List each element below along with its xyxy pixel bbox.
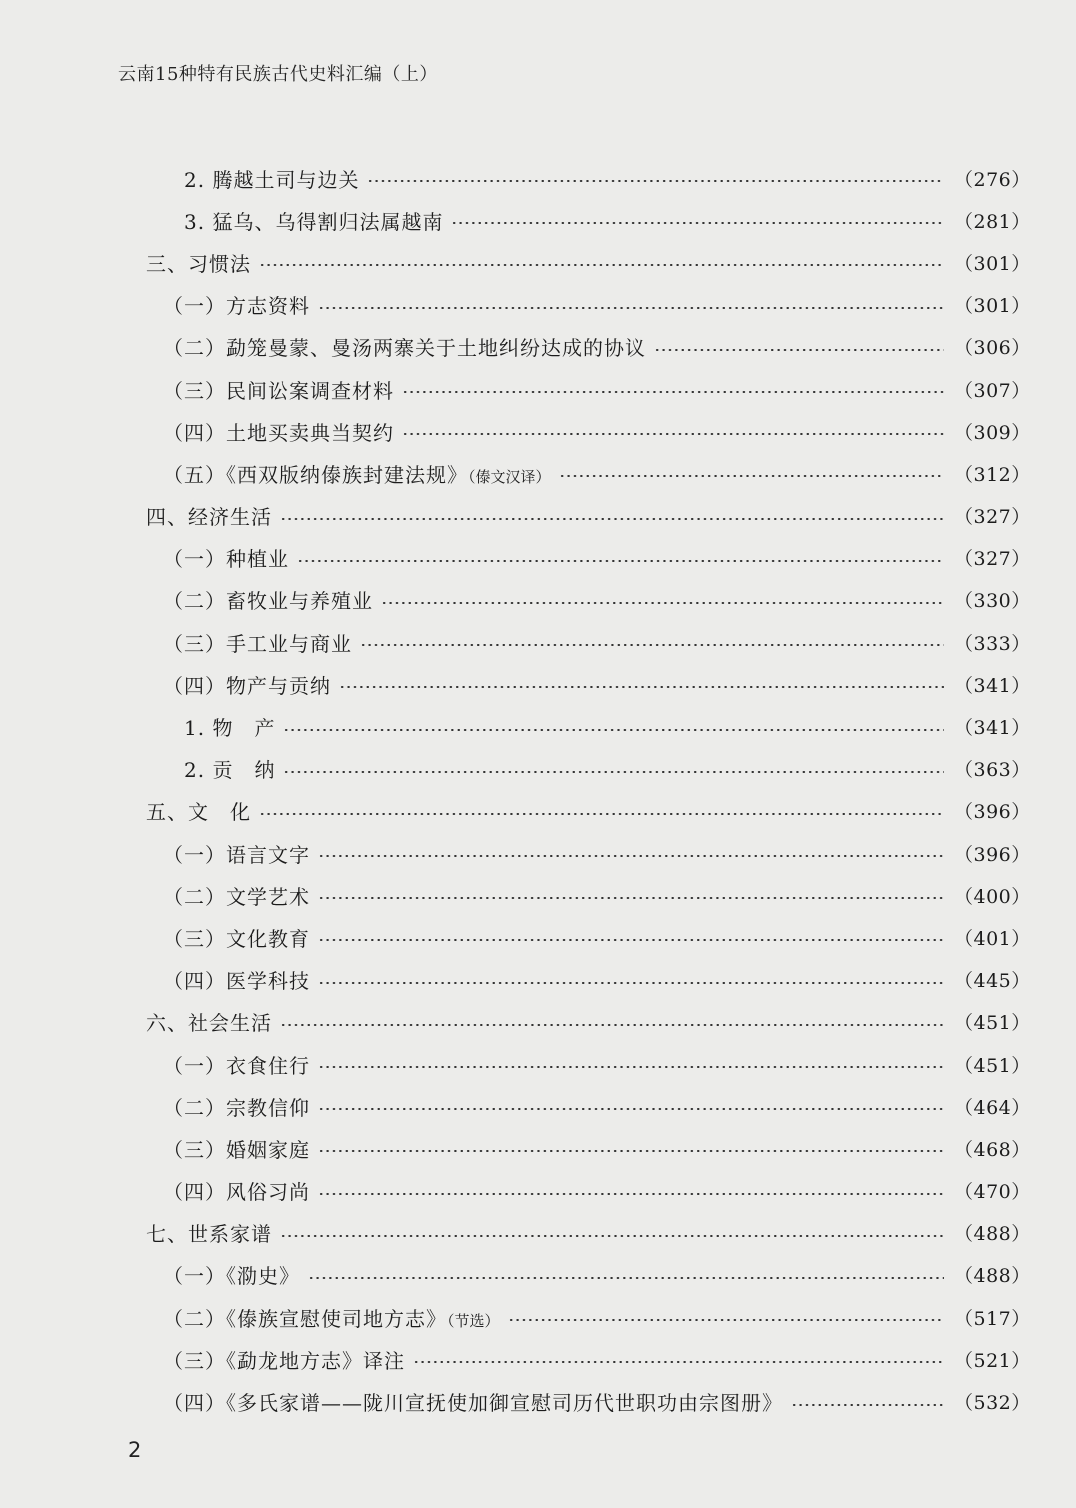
toc-entry — [0, 748, 1076, 790]
toc-entry-title — [163, 881, 318, 910]
toc-entry-title-text: （一）种植业 — [163, 547, 289, 572]
toc-entry-title-text: （一）衣食住行 — [163, 1053, 310, 1078]
toc-entry-page: （470） — [954, 1181, 1031, 1204]
toc-entry-page: （333） — [954, 632, 1031, 655]
toc-entry-title-text: 七、世系家谱 — [146, 1222, 272, 1247]
toc-entry-page: （309） — [954, 421, 1031, 444]
dot-leader — [318, 939, 944, 941]
table-of-contents — [0, 157, 1076, 1423]
toc-entry-page: （468） — [954, 1138, 1031, 1161]
toc-entry-title — [163, 459, 559, 488]
dot-leader — [308, 1277, 944, 1279]
toc-entry-title-text: （二）勐笼曼蒙、曼汤两寨关于土地纠纷达成的协议 — [163, 336, 646, 361]
running-header: 云南15种特有民族古代史料汇编（上） — [118, 64, 438, 85]
toc-entry — [0, 241, 1076, 283]
toc-entry — [0, 1001, 1076, 1043]
dot-leader — [318, 1193, 944, 1195]
toc-entry-title-text: 六、社会生活 — [146, 1011, 272, 1036]
toc-entry-title — [163, 670, 339, 699]
toc-entry-title-text: （四）风俗习尚 — [163, 1180, 310, 1205]
dot-leader — [381, 602, 944, 604]
toc-entry-title — [184, 206, 451, 235]
toc-entry-page: （451） — [954, 1012, 1031, 1035]
toc-entry — [0, 1380, 1076, 1422]
toc-entry-page: （327） — [954, 506, 1031, 529]
toc-entry-title — [163, 375, 402, 404]
toc-entry-title-text: （三）手工业与商业 — [163, 631, 352, 656]
toc-entry-note: （节选） — [447, 1311, 500, 1330]
toc-entry — [0, 579, 1076, 621]
toc-entry-page: （517） — [954, 1307, 1031, 1330]
toc-entry-page: （451） — [954, 1054, 1031, 1077]
toc-entry — [0, 1212, 1076, 1254]
toc-entry-title-text: （一）《泐史》 — [163, 1264, 300, 1289]
toc-entry-title-text: （五）《西双版纳傣族封建法规》 — [163, 462, 468, 487]
dot-leader — [367, 180, 944, 182]
toc-entry-page: （327） — [954, 548, 1031, 571]
toc-entry-title-text: （四）医学科技 — [163, 969, 310, 994]
toc-entry-page: （306） — [954, 337, 1031, 360]
toc-entry — [0, 326, 1076, 368]
toc-entry-title-text: （四）土地买卖典当契约 — [163, 420, 394, 445]
toc-entry — [0, 368, 1076, 410]
toc-entry-title — [163, 585, 381, 614]
toc-entry — [0, 495, 1076, 537]
toc-entry-page: （363） — [954, 759, 1031, 782]
toc-entry-title — [163, 965, 318, 994]
page-number: 2 — [128, 1438, 142, 1462]
toc-entry — [0, 199, 1076, 241]
toc-entry — [0, 1043, 1076, 1085]
dot-leader — [280, 1024, 944, 1026]
toc-entry — [0, 537, 1076, 579]
toc-entry-title-text: 2. 腾越土司与边关 — [184, 167, 360, 192]
toc-entry-title-text: （二）宗教信仰 — [163, 1095, 310, 1120]
toc-entry-title-text: 五、文 化 — [146, 800, 251, 825]
toc-entry-title — [146, 1007, 280, 1036]
toc-entry — [0, 790, 1076, 832]
dot-leader — [318, 1066, 944, 1068]
toc-entry-title-text: （四）物产与贡纳 — [163, 673, 331, 698]
toc-entry-page: （341） — [954, 717, 1031, 740]
toc-entry-title-text: 四、经济生活 — [146, 505, 272, 530]
toc-entry-page: （301） — [954, 252, 1031, 275]
toc-entry-title — [163, 1050, 318, 1079]
dot-leader — [559, 475, 944, 477]
toc-entry — [0, 959, 1076, 1001]
toc-entry-title — [146, 796, 259, 825]
toc-entry — [0, 452, 1076, 494]
toc-entry — [0, 705, 1076, 747]
toc-entry-page: （307） — [954, 379, 1031, 402]
dot-leader — [280, 518, 944, 520]
toc-entry-page: （330） — [954, 590, 1031, 613]
toc-entry-title — [163, 628, 360, 657]
toc-entry-title — [163, 332, 654, 361]
toc-entry-title-text: （二）文学艺术 — [163, 884, 310, 909]
toc-entry — [0, 1085, 1076, 1127]
toc-entry-title-text: 3. 猛乌、乌得割归法属越南 — [184, 209, 444, 234]
toc-entry-title — [163, 1092, 318, 1121]
dot-leader — [283, 771, 944, 773]
toc-entry-title-text: （二）《傣族宣慰使司地方志》 — [163, 1306, 447, 1331]
toc-entry — [0, 663, 1076, 705]
dot-leader — [339, 686, 944, 688]
toc-entry-page: （400） — [954, 885, 1031, 908]
toc-entry-title-text: 1. 物 产 — [184, 716, 276, 741]
toc-entry-title — [163, 839, 318, 868]
toc-entry-title — [184, 164, 367, 193]
toc-entry-title — [163, 1134, 318, 1163]
dot-leader — [402, 391, 944, 393]
toc-entry — [0, 874, 1076, 916]
toc-entry-page: （301） — [954, 295, 1031, 318]
toc-entry — [0, 157, 1076, 199]
toc-entry — [0, 1127, 1076, 1169]
toc-entry-page: （488） — [954, 1223, 1031, 1246]
toc-entry-title — [163, 1303, 508, 1332]
toc-entry-title — [163, 923, 318, 952]
toc-entry-page: （276） — [954, 168, 1031, 191]
toc-entry-title — [163, 1260, 308, 1289]
toc-entry-title — [163, 1387, 791, 1416]
dot-leader — [280, 1235, 944, 1237]
toc-entry-title — [184, 712, 283, 741]
toc-entry-title — [184, 754, 283, 783]
toc-entry-note: （傣文汉译） — [468, 467, 551, 486]
toc-entry-title-text: （三）《勐龙地方志》译注 — [163, 1348, 405, 1373]
toc-entry-page: （281） — [954, 210, 1031, 233]
dot-leader — [451, 222, 944, 224]
dot-leader — [318, 855, 944, 857]
toc-entry-title-text: （一）方志资料 — [163, 294, 310, 319]
toc-entry-title-text: （三）婚姻家庭 — [163, 1137, 310, 1162]
toc-entry-title — [163, 1176, 318, 1205]
dot-leader — [413, 1361, 944, 1363]
toc-entry-title-text: （四）《多氏家谱——陇川宣抚使加御宣慰司历代世职功由宗图册》 — [163, 1391, 783, 1416]
toc-entry-page: （401） — [954, 927, 1031, 950]
toc-entry-title-text: 2. 贡 纳 — [184, 758, 276, 783]
dot-leader — [283, 729, 944, 731]
toc-entry — [0, 1254, 1076, 1296]
toc-entry-page: （464） — [954, 1096, 1031, 1119]
toc-entry — [0, 284, 1076, 326]
toc-entry-title-text: （三）民间讼案调查材料 — [163, 378, 394, 403]
dot-leader — [318, 897, 944, 899]
toc-entry-title-text: （二）畜牧业与养殖业 — [163, 589, 373, 614]
toc-entry — [0, 1296, 1076, 1338]
toc-entry-title — [163, 1345, 413, 1374]
toc-entry-title-text: 三、习惯法 — [146, 251, 251, 276]
dot-leader — [259, 813, 944, 815]
dot-leader — [508, 1319, 944, 1321]
toc-entry — [0, 916, 1076, 958]
dot-leader — [654, 349, 944, 351]
dot-leader — [318, 307, 944, 309]
toc-entry-title — [146, 501, 280, 530]
toc-entry — [0, 1338, 1076, 1380]
toc-entry-page: （532） — [954, 1392, 1031, 1415]
toc-entry-page: （396） — [954, 843, 1031, 866]
dot-leader — [318, 982, 944, 984]
dot-leader — [791, 1404, 944, 1406]
dot-leader — [318, 1108, 944, 1110]
dot-leader — [318, 1150, 944, 1152]
toc-entry-page: （341） — [954, 674, 1031, 697]
toc-entry — [0, 832, 1076, 874]
toc-entry-title — [163, 543, 297, 572]
dot-leader — [360, 644, 944, 646]
toc-entry — [0, 621, 1076, 663]
dot-leader — [259, 264, 944, 266]
toc-entry-page: （396） — [954, 801, 1031, 824]
toc-entry-title — [163, 417, 402, 446]
toc-entry-page: （488） — [954, 1265, 1031, 1288]
toc-entry-page: （312） — [954, 463, 1031, 486]
toc-entry-title — [146, 248, 259, 277]
toc-entry — [0, 1170, 1076, 1212]
toc-entry — [0, 410, 1076, 452]
toc-entry-title — [146, 1218, 280, 1247]
toc-entry-title — [163, 290, 318, 319]
toc-entry-title-text: （三）文化教育 — [163, 926, 310, 951]
toc-entry-title-text: （一）语言文字 — [163, 842, 310, 867]
toc-entry-page: （521） — [954, 1349, 1031, 1372]
dot-leader — [402, 433, 944, 435]
dot-leader — [297, 560, 944, 562]
toc-entry-page: （445） — [954, 970, 1031, 993]
